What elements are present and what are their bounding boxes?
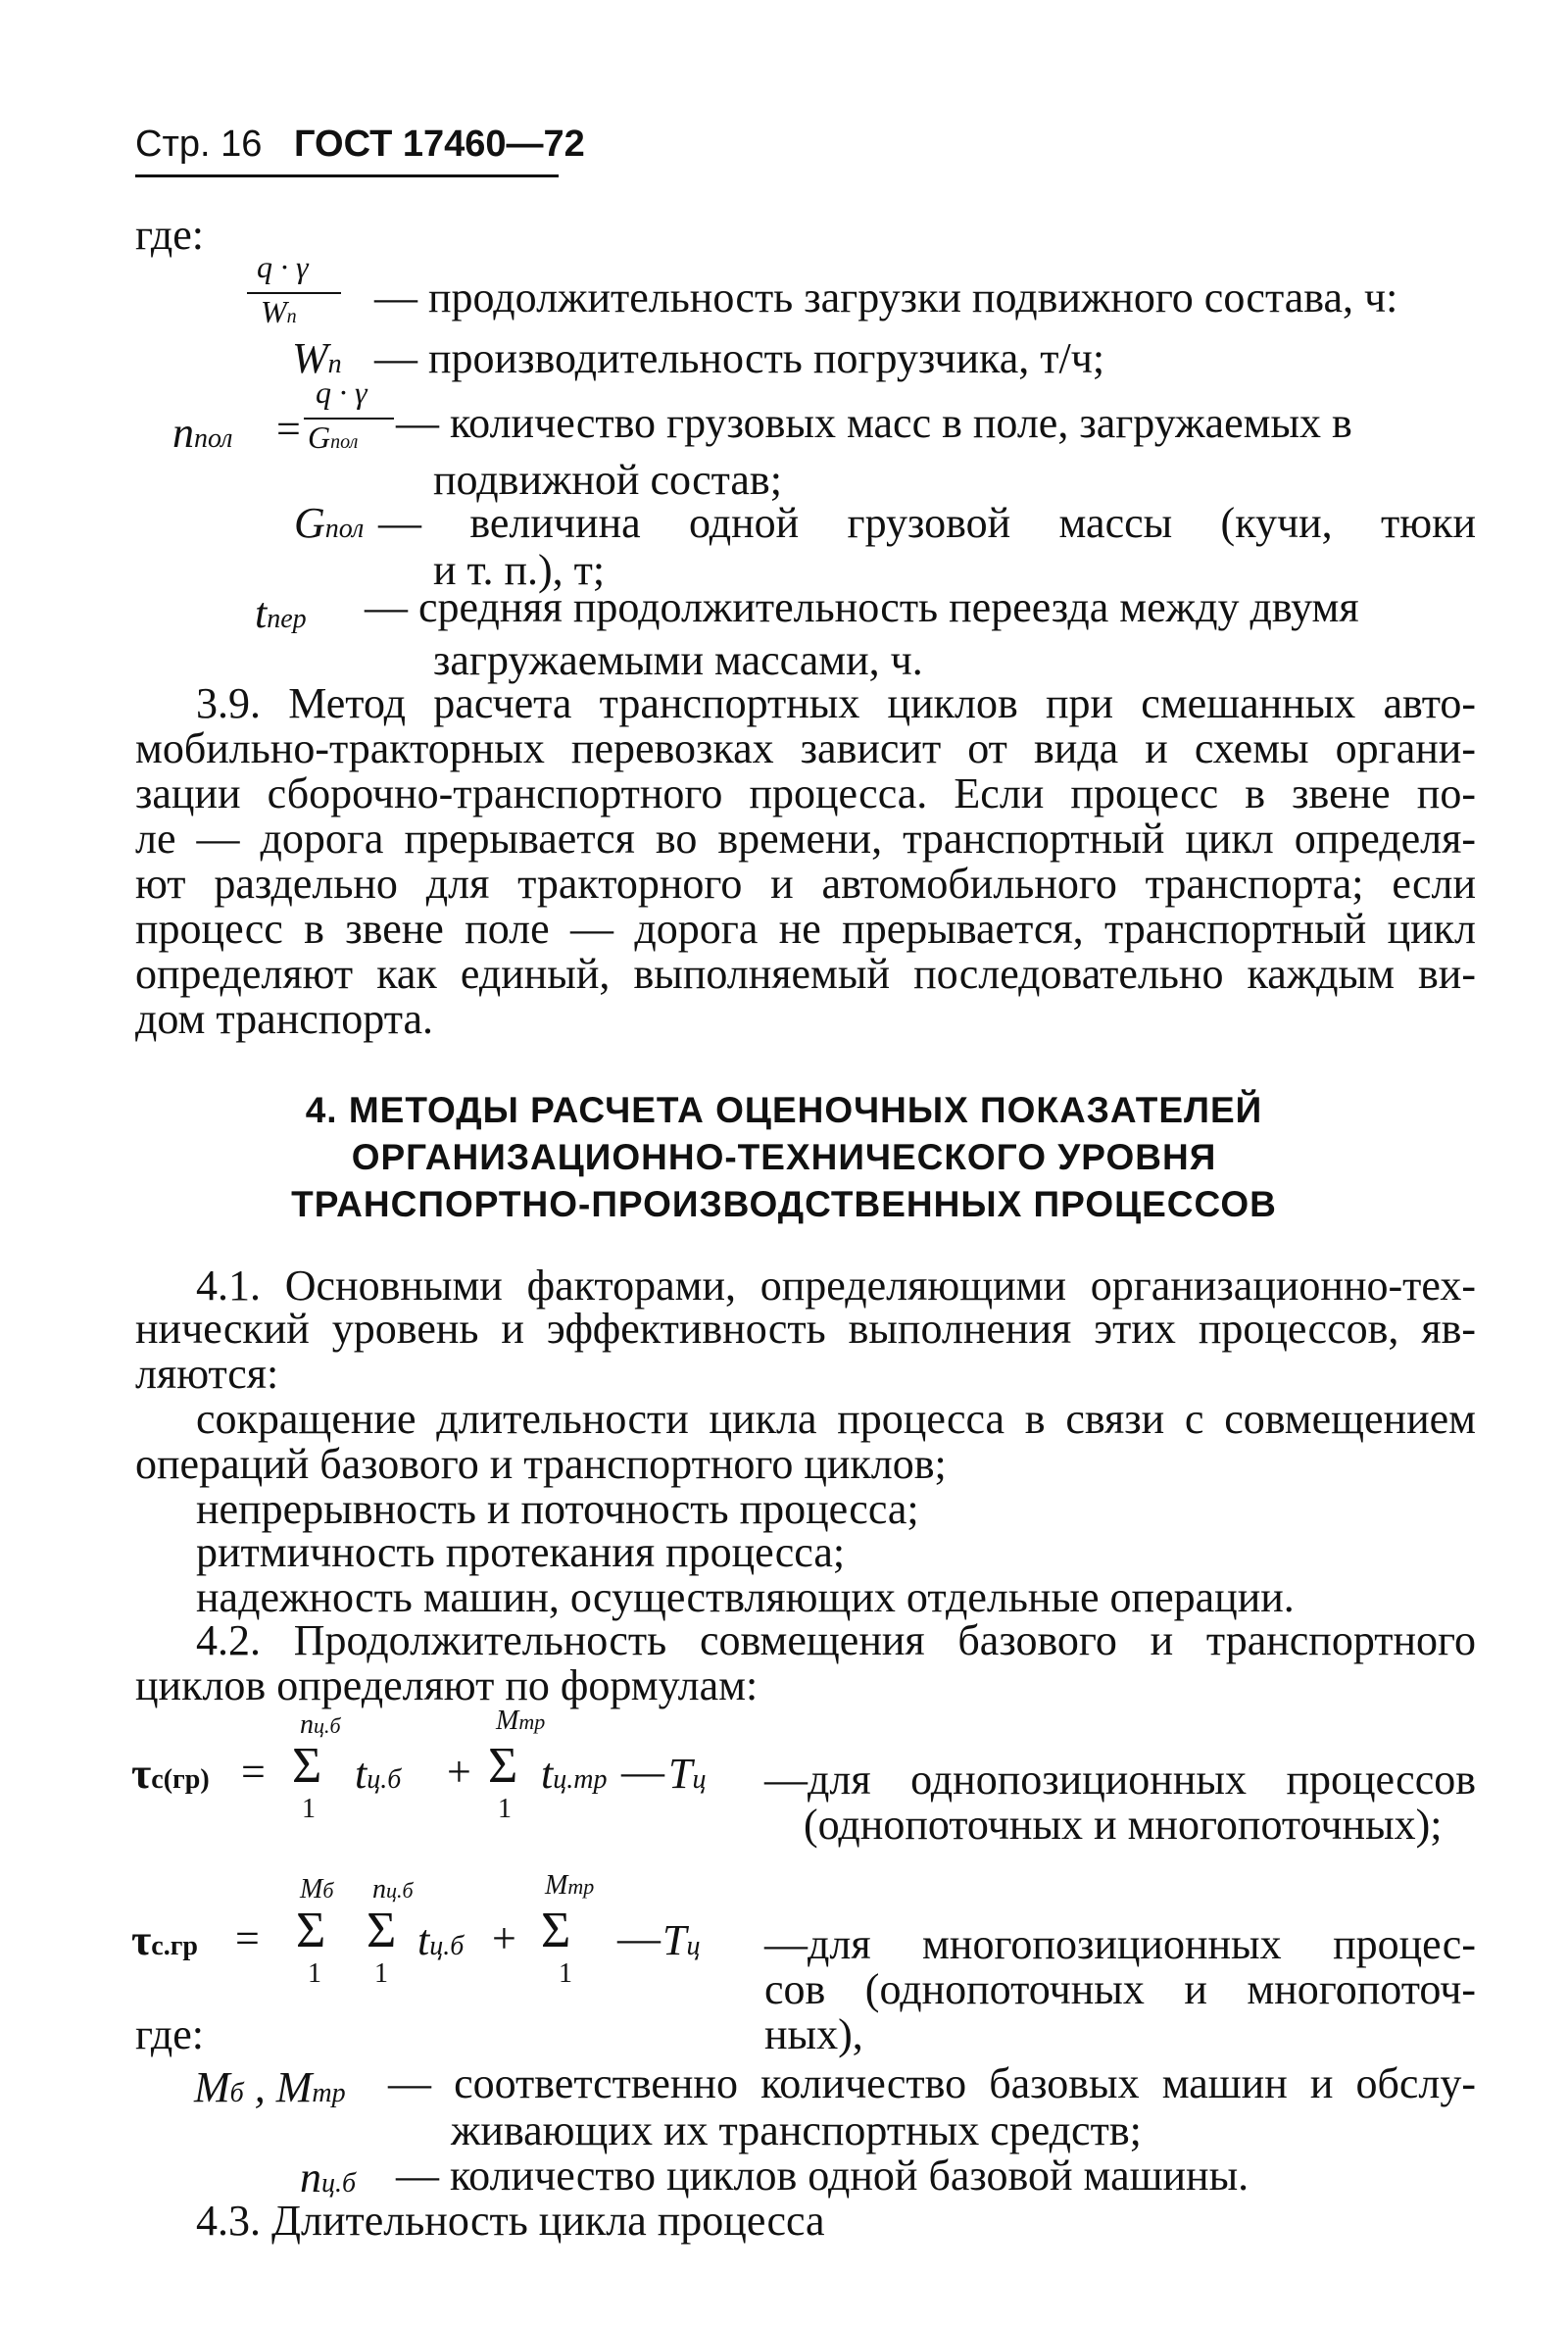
paragraph-3-9-line: дом транспорта. xyxy=(135,995,434,1043)
formula-2-note: —для многопозиционных процес- xyxy=(764,1920,1476,1968)
formula-2-lhs: τс.гр xyxy=(131,1916,198,1964)
formula-2-sum1-upper: Mб xyxy=(300,1874,334,1905)
formula-1-term1: tц.б xyxy=(355,1750,402,1798)
equals-sign: = xyxy=(276,405,301,453)
list-item: непрерывность и поточность процесса; xyxy=(196,1485,919,1533)
formula-1-sum1: Σ xyxy=(292,1738,322,1794)
paragraph-3-9-line: ют раздельно для тракторного и автомобильного транспорта; если xyxy=(135,860,1476,908)
formula-2-minus: — xyxy=(617,1914,661,1962)
formula-2-eq: = xyxy=(235,1914,260,1962)
symbol-w: Wп xyxy=(292,334,342,382)
formula-1-sum2-lower: 1 xyxy=(498,1794,512,1824)
formula-1-sum2: Σ xyxy=(488,1738,518,1794)
formula-1-eq: = xyxy=(241,1748,266,1796)
formula-2-note-cont: сов (однопоточных и многопоточ- xyxy=(764,1965,1476,2013)
list-item-cont: операций базового и транспортного циклов; xyxy=(135,1440,947,1488)
section-heading: ОРГАНИЗАЦИОННО-ТЕХНИЧЕСКОГО УРОВНЯ xyxy=(351,1137,1217,1177)
formula-1-term3: Tц xyxy=(668,1750,707,1798)
formula-2-sum3-upper: Mтр xyxy=(545,1870,595,1901)
fraction-numerator: q · γ xyxy=(257,249,309,284)
formula-1-lhs: τс(гр) xyxy=(131,1750,210,1798)
section-heading: ТРАНСПОРТНО-ПРОИЗВОДСТВЕННЫХ ПРОЦЕССОВ xyxy=(291,1184,1277,1224)
definition-loading-time: — продолжительность загрузки подвижного состава, ч: xyxy=(374,273,1398,322)
formula-2-sum3: Σ xyxy=(541,1903,571,1958)
symbol-g: Gпол xyxy=(294,499,365,547)
definition-loader-productivity: — производительность погрузчика, т/ч; xyxy=(374,334,1105,382)
formula-1-sum1-lower: 1 xyxy=(302,1794,316,1824)
definition-travel-time-cont: загружаемыми массами, ч. xyxy=(433,636,923,684)
formula-2-term1: tц.б xyxy=(417,1916,465,1964)
fraction-denominator: Wп xyxy=(261,294,297,329)
standard-code: ГОСТ 17460—72 xyxy=(294,124,585,165)
formula-1-plus: + xyxy=(447,1748,471,1796)
symbol-n-cycles: nц.б xyxy=(300,2153,357,2201)
paragraph-3-9-line: определяют как единый, выполняемый последовательно каждым ви- xyxy=(135,950,1476,998)
paragraph-4-1-line: нический уровень и эффективность выполнения этих процессов, яв- xyxy=(135,1305,1476,1353)
definition-cycle-count: — количество циклов одной базовой машины. xyxy=(396,2152,1250,2200)
paragraph-4-1-line: 4.1. Основными факторами, определяющими организационно-тех- xyxy=(196,1261,1476,1310)
paragraph-4-1-line: ляются: xyxy=(135,1350,279,1398)
paragraph-3-9-line: зации сборочно-транспортного процесса. Если процесс в звене по- xyxy=(135,769,1476,817)
paragraph-3-9-line: ле — дорога прерывается во времени, транспортный цикл определя- xyxy=(135,815,1476,863)
where-label: где: xyxy=(135,2010,204,2058)
formula-1-term2: tц.тр xyxy=(541,1750,608,1798)
paragraph-4-2-line: циклов определяют по формулам: xyxy=(135,1661,759,1709)
list-item: надежность машин, осуществляющих отдельные операции. xyxy=(196,1573,1295,1621)
page-number: Стр. 16 xyxy=(135,124,263,165)
definition-travel-time: — средняя продолжительность переезда между двумя xyxy=(365,583,1359,631)
paragraph-4-2-line: 4.2. Продолжительность совмещения базового и транспортного xyxy=(196,1616,1476,1664)
paragraph-3-9-line: процесс в звене поле — дорога не прерывается, транспортный цикл xyxy=(135,905,1476,953)
formula-2-plus: + xyxy=(492,1914,516,1962)
formula-2-note-cont: ных), xyxy=(764,2010,863,2058)
definition-machine-count: — соответственно количество базовых машин и обслу- xyxy=(388,2059,1476,2107)
formula-1-note-cont: (однопоточных и многопоточных); xyxy=(804,1801,1443,1849)
formula-1-sum1-upper: nц.б xyxy=(300,1709,341,1740)
formula-2-sum2-upper: nц.б xyxy=(372,1874,414,1905)
fraction-denominator: Gпол xyxy=(308,420,359,455)
paragraph-3-9-line: мобильно-тракторных перевозках зависит от вида и схемы органи- xyxy=(135,724,1476,772)
formula-2-sum2-lower: 1 xyxy=(374,1958,388,1989)
list-item: ритмичность протекания процесса; xyxy=(196,1528,846,1576)
formula-1-note: —для однопозиционных процессов xyxy=(764,1756,1476,1804)
formula-1-minus: — xyxy=(621,1748,664,1796)
definition-cargo-count-cont: подвижной состав; xyxy=(433,456,782,504)
where-label: где: xyxy=(135,211,204,259)
definition-cargo-mass: — величина одной грузовой массы (кучи, тюки xyxy=(378,499,1476,547)
definition-cargo-mass-cont: и т. п.), т; xyxy=(433,546,606,594)
formula-2-sum1: Σ xyxy=(296,1903,326,1958)
formula-2-term3: Tц xyxy=(662,1916,701,1964)
fraction-numerator: q · γ xyxy=(316,374,368,410)
formula-1-sum2-upper: Mтр xyxy=(496,1706,546,1736)
symbol-t: tпер xyxy=(255,589,307,637)
symbol-m: Mб , Mтр xyxy=(194,2063,346,2111)
symbol-n: nпол xyxy=(172,409,233,457)
section-heading: 4. МЕТОДЫ РАСЧЕТА ОЦЕНОЧНЫХ ПОКАЗАТЕЛЕЙ xyxy=(305,1090,1263,1130)
formula-2-sum2: Σ xyxy=(367,1903,397,1958)
formula-2-sum3-lower: 1 xyxy=(559,1958,572,1989)
definition-cargo-count: — количество грузовых масс в поле, загружаемых в xyxy=(396,399,1352,447)
formula-2-sum1-lower: 1 xyxy=(308,1958,321,1989)
header-rule xyxy=(135,174,559,177)
paragraph-4-3: 4.3. Длительность цикла процесса xyxy=(196,2197,825,2245)
definition-machine-count-cont: живающих их транспортных средств; xyxy=(451,2106,1142,2154)
list-item: сокращение длительности цикла процесса в связи с совмещением xyxy=(196,1395,1476,1443)
paragraph-3-9-line: 3.9. Метод расчета транспортных циклов при смешанных авто- xyxy=(196,679,1476,727)
